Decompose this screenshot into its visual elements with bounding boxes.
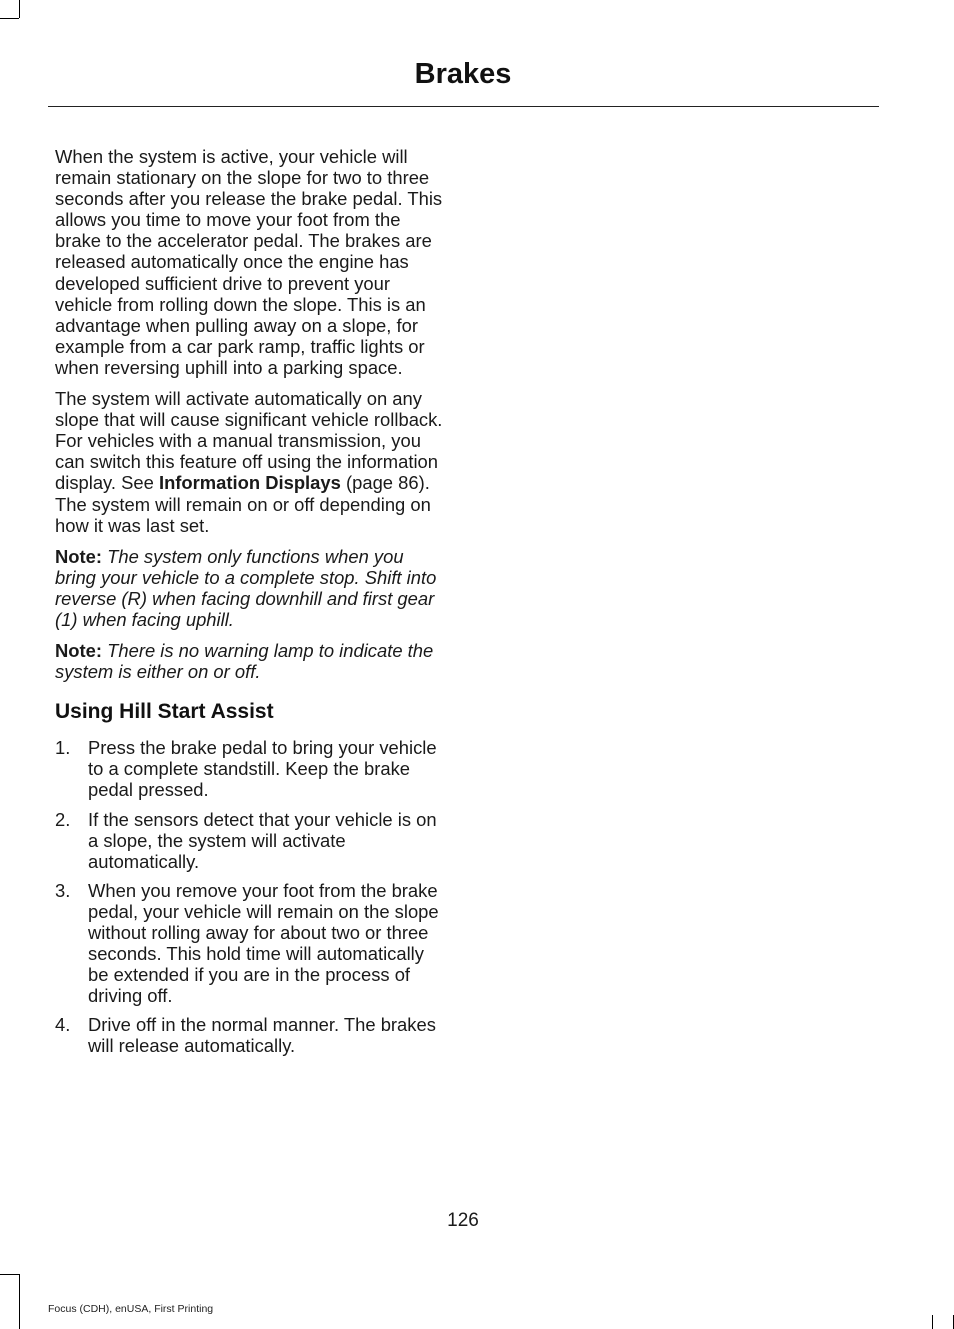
title-divider (48, 106, 879, 107)
note-label: Note: (55, 640, 102, 662)
step-number: 4. (55, 1014, 71, 1036)
step-text: When you remove your foot from the brake pedal, your vehicle will remain on the slope without rolling away for about two or three seconds. This hold time will automatically be extended if you are in the process of driving off. (88, 879, 439, 1007)
step-text: Press the brake pedal to bring your vehicle to a complete standstill. Keep the brake pedal pressed. (88, 737, 437, 801)
crop-mark-bottom-left-vertical (19, 1274, 20, 1329)
crop-mark-bottom-right-vertical-1 (932, 1315, 933, 1329)
list-item (55, 737, 447, 800)
page-reference: (page 86). (345, 472, 430, 494)
step-number: 3. (55, 879, 71, 901)
note-text: The system only functions when you bring your vehicle to a complete stop. Shift into reverse (R) when facing downhill and first gear (1) when facing uphill. (55, 545, 437, 630)
list-item (55, 880, 447, 1007)
information-displays-link[interactable]: Information Displays (158, 472, 341, 494)
crop-mark-top-left-vertical (19, 0, 20, 18)
crop-mark-bottom-left-horizontal (0, 1274, 19, 1275)
section-heading: Using Hill Start Assist (55, 700, 274, 724)
list-item (55, 809, 447, 872)
crop-mark-top-left-horizontal (0, 18, 19, 19)
step-number: 1. (55, 737, 71, 759)
page-number: 126 (447, 1210, 479, 1231)
note-text: There is no warning lamp to indicate the system is either on or off. (55, 640, 434, 683)
footer-text: Focus (CDH), enUSA, First Printing (48, 1303, 214, 1315)
step-text: If the sensors detect that your vehicle is on a slope, the system will activate automatically. (88, 808, 437, 872)
page-title: Brakes (414, 58, 512, 90)
step-text: Drive off in the normal manner. The brakes will release automatically. (88, 1014, 436, 1057)
paragraph-system-active: When the system is active, your vehicle will remain stationary on the slope for two to three seconds after you release the brake pedal. This allows you time to move your foot from the brake to the accelerator pedal. The brakes are released automatically once the engine has developed sufficient drive to prevent your vehicle from rolling down the slope. This is an advantage when pulling away on a slope, for example from a car park ramp, traffic lights or when reversing uphill into a parking space. (55, 146, 443, 378)
steps-list (55, 737, 447, 1056)
main-column (55, 146, 447, 1065)
step-number: 2. (55, 808, 71, 830)
note-label: Note: (55, 545, 102, 567)
note-warning-lamp (55, 640, 447, 682)
paragraph-text: The system will activate automatically on any slope that will cause significant vehicle rollback. For vehicles with a manual transmission, you can switch this feature off using the information display. See (55, 388, 443, 494)
list-item (55, 1014, 447, 1056)
paragraph-tail: The system will remain on or off depending on how it was last set. (55, 493, 431, 536)
note-functions (55, 546, 447, 630)
paragraph-system-activate (55, 388, 447, 536)
